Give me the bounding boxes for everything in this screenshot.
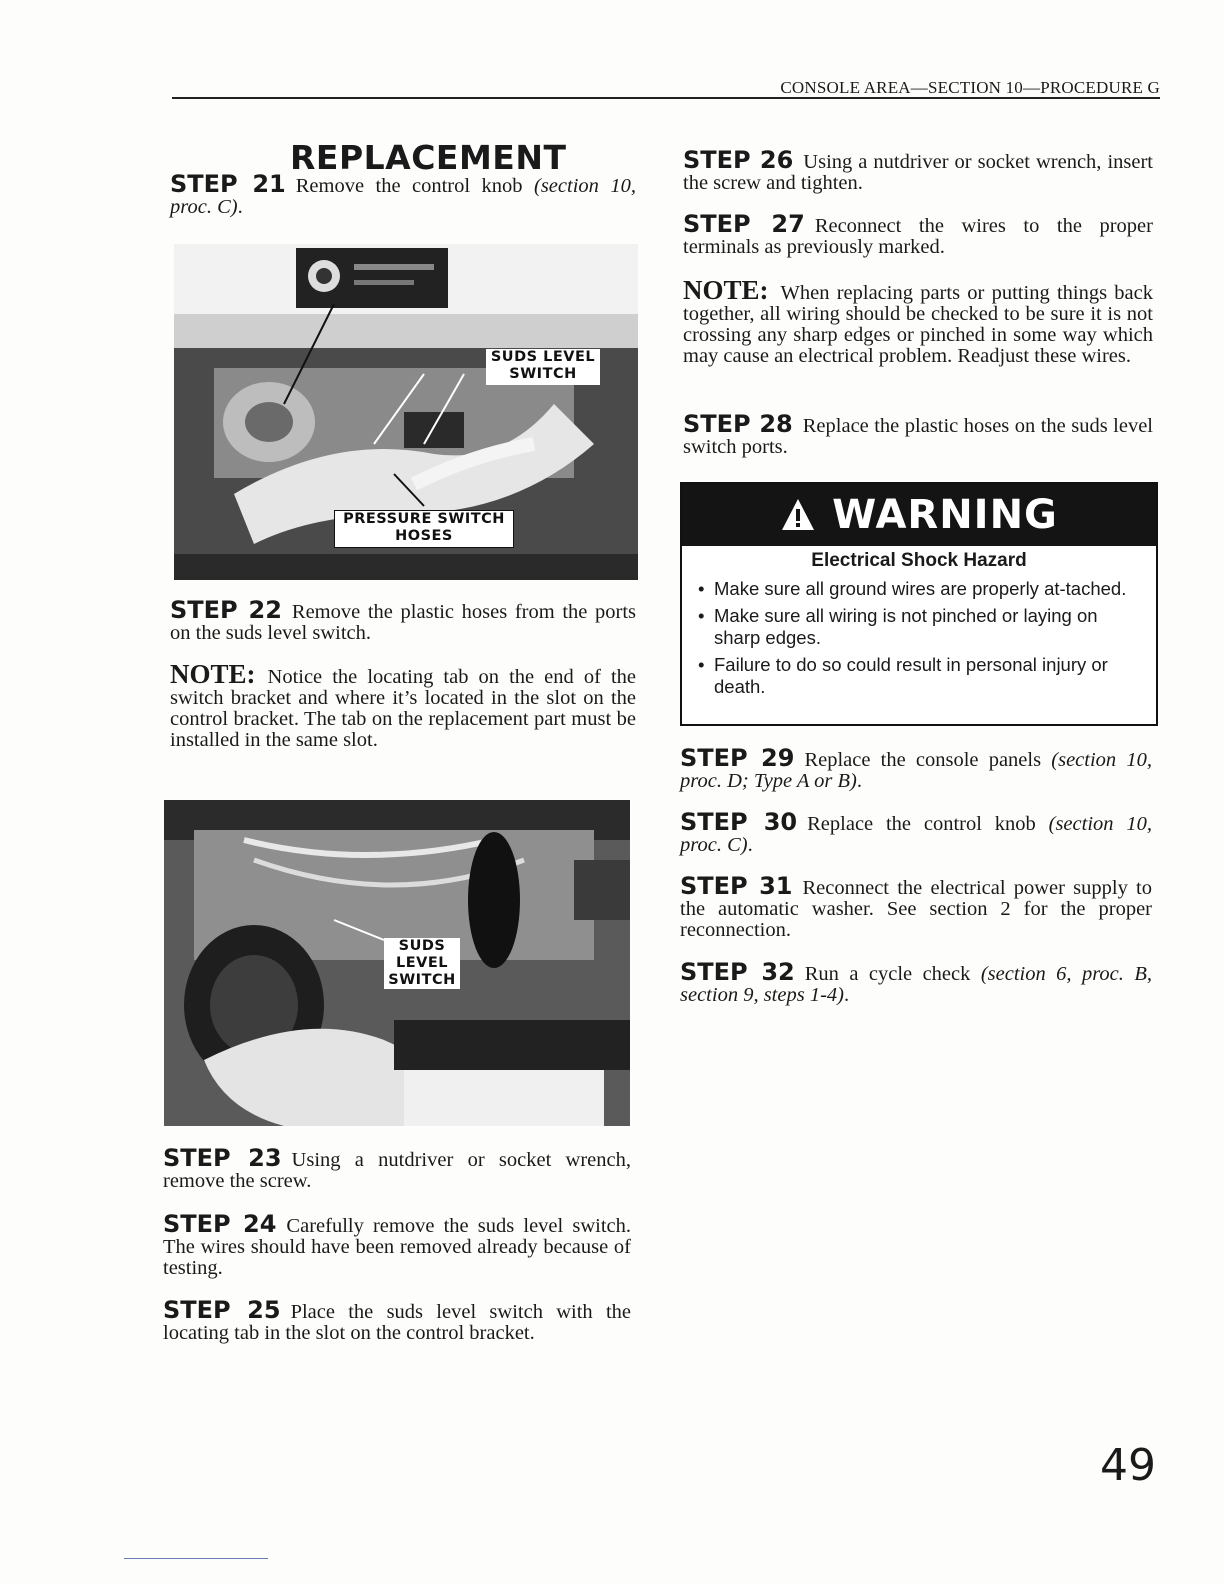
note-2-label: NOTE: <box>683 275 769 305</box>
step-30-ref: (section 10, proc. C) <box>680 813 1152 856</box>
step-23 <box>163 1144 631 1192</box>
callout-suds-level-switch-2 <box>384 938 460 992</box>
step-29 <box>680 744 1152 792</box>
step-30-end: . <box>747 834 753 856</box>
step-24-text: Carefully remove the suds level switch. The wires should have been removed already because of testing. <box>163 1215 631 1279</box>
warning-list <box>682 578 1156 698</box>
step-24-label: STEP 24 <box>163 1210 277 1238</box>
header-rule <box>172 97 1160 99</box>
callout-2-line2: LEVEL <box>384 955 460 972</box>
note-2-text: When replacing parts or putting things back together, all wiring should be checked to be sure it is not crossing any sharp edges or pinched in some way which may cause an electrical problem. Readjust these wires. <box>683 282 1153 367</box>
callout-2-line3: SWITCH <box>384 972 460 989</box>
step-27 <box>683 210 1153 258</box>
warning-item: • Failure to do so could result in personal injury or death. <box>696 654 1144 698</box>
step-32-label: STEP 32 <box>680 958 795 986</box>
hazard-title: Electrical Shock Hazard <box>811 550 1027 571</box>
step-23-text: Using a nutdriver or socket wrench, remove the screw. <box>163 1149 631 1192</box>
step-27-text: Reconnect the wires to the proper terminals as previously marked. <box>683 215 1153 258</box>
section-title: REPLACEMENT <box>290 138 567 177</box>
warning-header <box>682 484 1156 546</box>
step-21 <box>170 170 636 218</box>
step-29-text: Replace the console panels <box>804 749 1052 771</box>
note-1-label: NOTE: <box>170 659 256 689</box>
callout-pressure-line1: PRESSURE SWITCH <box>343 511 505 527</box>
callout-pressure-line2: HOSES <box>395 528 453 544</box>
step-30 <box>680 808 1152 856</box>
step-25 <box>163 1296 631 1344</box>
step-22-text: Remove the plastic hoses from the ports on the suds level switch. <box>170 601 636 644</box>
step-32-end: . <box>843 984 850 1006</box>
step-28-label: STEP 28 <box>683 410 793 438</box>
step-29-end: . <box>856 770 863 792</box>
step-32 <box>680 958 1152 1006</box>
callout-suds-line1: SUDS LEVEL <box>490 349 596 365</box>
step-30-label: STEP 30 <box>680 808 798 836</box>
footer-line <box>124 1558 268 1559</box>
photo-pressure-switch-hoses <box>174 244 638 580</box>
step-24 <box>163 1210 631 1279</box>
step-23-label: STEP 23 <box>163 1144 282 1172</box>
warning-item: • Make sure all wiring is not pinched or laying on sharp edges. <box>696 605 1144 649</box>
step-32-text: Run a cycle check <box>804 963 981 985</box>
step-26-label: STEP 26 <box>683 146 794 174</box>
step-22 <box>170 596 636 644</box>
step-26 <box>683 146 1153 194</box>
step-21-text: Remove the control knob <box>295 175 534 197</box>
step-22-label: STEP 22 <box>170 596 282 624</box>
note-1-text: Notice the locating tab on the end of the switch bracket and where it’s located in the slot on the control bracket. The tab on the replacement part must be installed in the same slot. <box>170 666 636 751</box>
note-2 <box>683 275 1153 367</box>
step-29-label: STEP 29 <box>680 744 795 772</box>
callout-suds-line2: SWITCH <box>509 366 577 382</box>
warning-triangle-icon <box>780 497 816 533</box>
step-25-label: STEP 25 <box>163 1296 281 1324</box>
step-31 <box>680 872 1152 941</box>
step-31-text: Reconnect the electrical power supply to the automatic washer. See section 2 for the proper reconnection. <box>680 877 1152 941</box>
callout-suds-level-switch <box>486 349 600 385</box>
note-1 <box>170 659 636 751</box>
step-31-label: STEP 31 <box>680 872 793 900</box>
step-21-end: . <box>237 196 243 218</box>
warning-title: WARNING <box>832 492 1058 538</box>
running-header: CONSOLE AREA—SECTION 10—PROCEDURE G <box>780 78 1160 97</box>
step-29-ref: (section 10, proc. D; Type A or B) <box>680 749 1152 792</box>
step-25-text: Place the suds level switch with the locating tab in the slot on the control bracket. <box>163 1301 631 1344</box>
step-28-text: Replace the plastic hoses on the suds level switch ports. <box>683 415 1153 458</box>
step-21-ref: (section 10, proc. C) <box>170 175 636 218</box>
step-21-label: STEP 21 <box>170 170 286 198</box>
callout-pressure-switch-hoses <box>334 510 514 548</box>
photo-suds-level-switch <box>164 800 630 1126</box>
step-26-text: Using a nutdriver or socket wrench, insert the screw and tighten. <box>683 151 1153 194</box>
page-number: 49 <box>1100 1440 1156 1491</box>
warning-item: • Make sure all ground wires are properly at-tached. <box>696 578 1144 600</box>
step-30-text: Replace the control knob <box>807 813 1049 835</box>
callout-2-line1: SUDS <box>384 938 460 955</box>
warning-box <box>680 482 1158 726</box>
step-27-label: STEP 27 <box>683 210 805 238</box>
step-32-ref: (section 6, proc. B, section 9, steps 1-4) <box>680 963 1152 1006</box>
step-28 <box>683 410 1153 458</box>
